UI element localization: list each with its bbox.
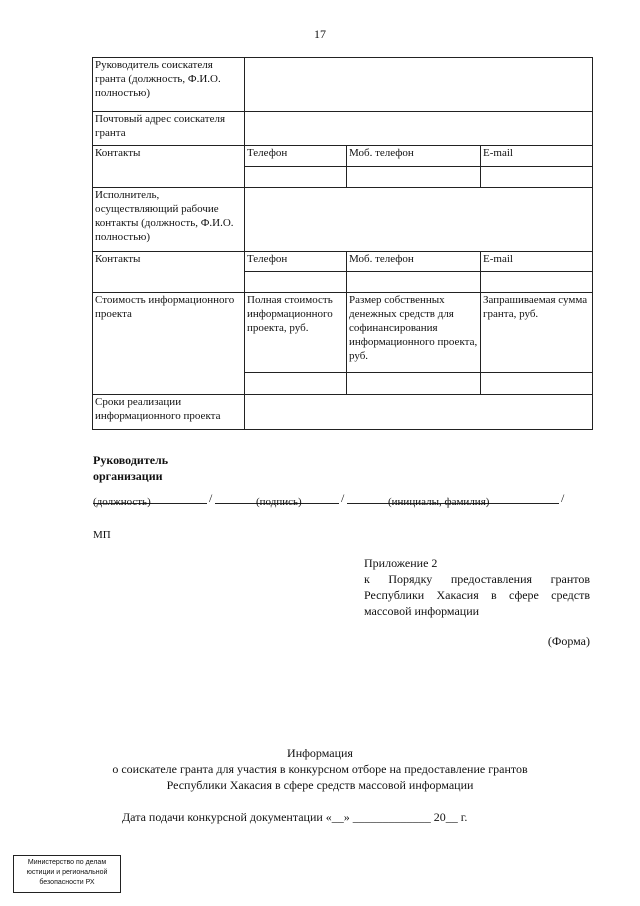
requested-field[interactable] [481,373,593,395]
caption-name: (инициалы, фамилия) [388,496,490,508]
postal-address-field[interactable] [245,112,593,146]
executor-email-label: E-mail [481,252,593,272]
slash-3: / [561,491,565,505]
form-mark: (Форма) [547,634,590,648]
info-title-line1: Информация [287,746,353,760]
signature-line [93,486,573,504]
full-cost-label: Полная стоимость информационного проекта, руб. [245,293,347,373]
executor-phone-field[interactable] [245,272,347,293]
row-executor [93,188,593,252]
page-number: 17 [314,27,326,41]
info-title-line2: о соискателе гранта для участия в конкурсном отборе на предоставление грантов [112,762,528,776]
signature-block [93,452,573,504]
row-applicant-head [93,58,593,112]
stamp-line3: безопасности РХ [39,879,95,886]
postal-address-label: Почтовый адрес соискателя гранта [93,112,245,146]
caption-position: (должность) [93,496,151,508]
contacts-label: Контакты [93,146,245,188]
stamp-line2: юстиции и региональной [26,869,108,876]
stamp-line1: Министерство по делам [27,859,107,866]
terms-label: Сроки реализации информационного проекта [93,395,245,430]
signature-title-line2: организации [93,469,163,483]
row-cost-header [93,293,593,373]
terms-field[interactable] [245,395,593,430]
executor-email-field[interactable] [481,272,593,293]
executor-contacts-label: Контакты [93,252,245,293]
executor-label: Исполнитель, осуществляющий рабочие контакты (должность, Ф.И.О. полностью) [93,188,245,252]
row-postal-address [93,112,593,146]
executor-field[interactable] [245,188,593,252]
row-contacts-header [93,146,593,167]
info-title [60,745,580,793]
slash-1: / [209,491,213,505]
signature-title-line1: Руководитель [93,453,169,467]
ministry-stamp [13,855,121,893]
annex-title: Приложение 2 [364,556,438,570]
info-title-line3: Республики Хакасия в сфере средств массовой информации [166,778,474,792]
full-cost-field[interactable] [245,373,347,395]
mobile-label: Моб. телефон [347,146,481,167]
application-form-table [92,57,593,430]
slash-2: / [341,491,345,505]
email-label: E-mail [481,146,593,167]
own-funds-label: Размер собственных денежных средств для софинансирования информационного проекта, руб. [347,293,481,373]
applicant-head-field[interactable] [245,58,593,112]
email-field[interactable] [481,167,593,188]
submission-date-line: Дата подачи конкурсной документации «__» _____________ 20__ г. [122,810,468,824]
phone-label: Телефон [245,146,347,167]
cost-label: Стоимость информационного проекта [93,293,245,395]
executor-phone-label: Телефон [245,252,347,272]
caption-signature: (подпись) [256,496,302,508]
stamp-place-mark: МП [93,529,111,541]
executor-mobile-field[interactable] [347,272,481,293]
executor-mobile-label: Моб. телефон [347,252,481,272]
requested-label: Запрашиваемая сумма гранта, руб. [481,293,593,373]
annex-block [364,555,590,619]
applicant-head-label: Руководитель соискателя гранта (должность, Ф.И.О. полностью) [93,58,245,112]
phone-field[interactable] [245,167,347,188]
own-funds-field[interactable] [347,373,481,395]
annex-body: к Порядку предоставления грантов Республики Хакасия в сфере средств массовой информации [364,572,590,618]
row-terms [93,395,593,430]
row-executor-contacts-header [93,252,593,272]
mobile-field[interactable] [347,167,481,188]
